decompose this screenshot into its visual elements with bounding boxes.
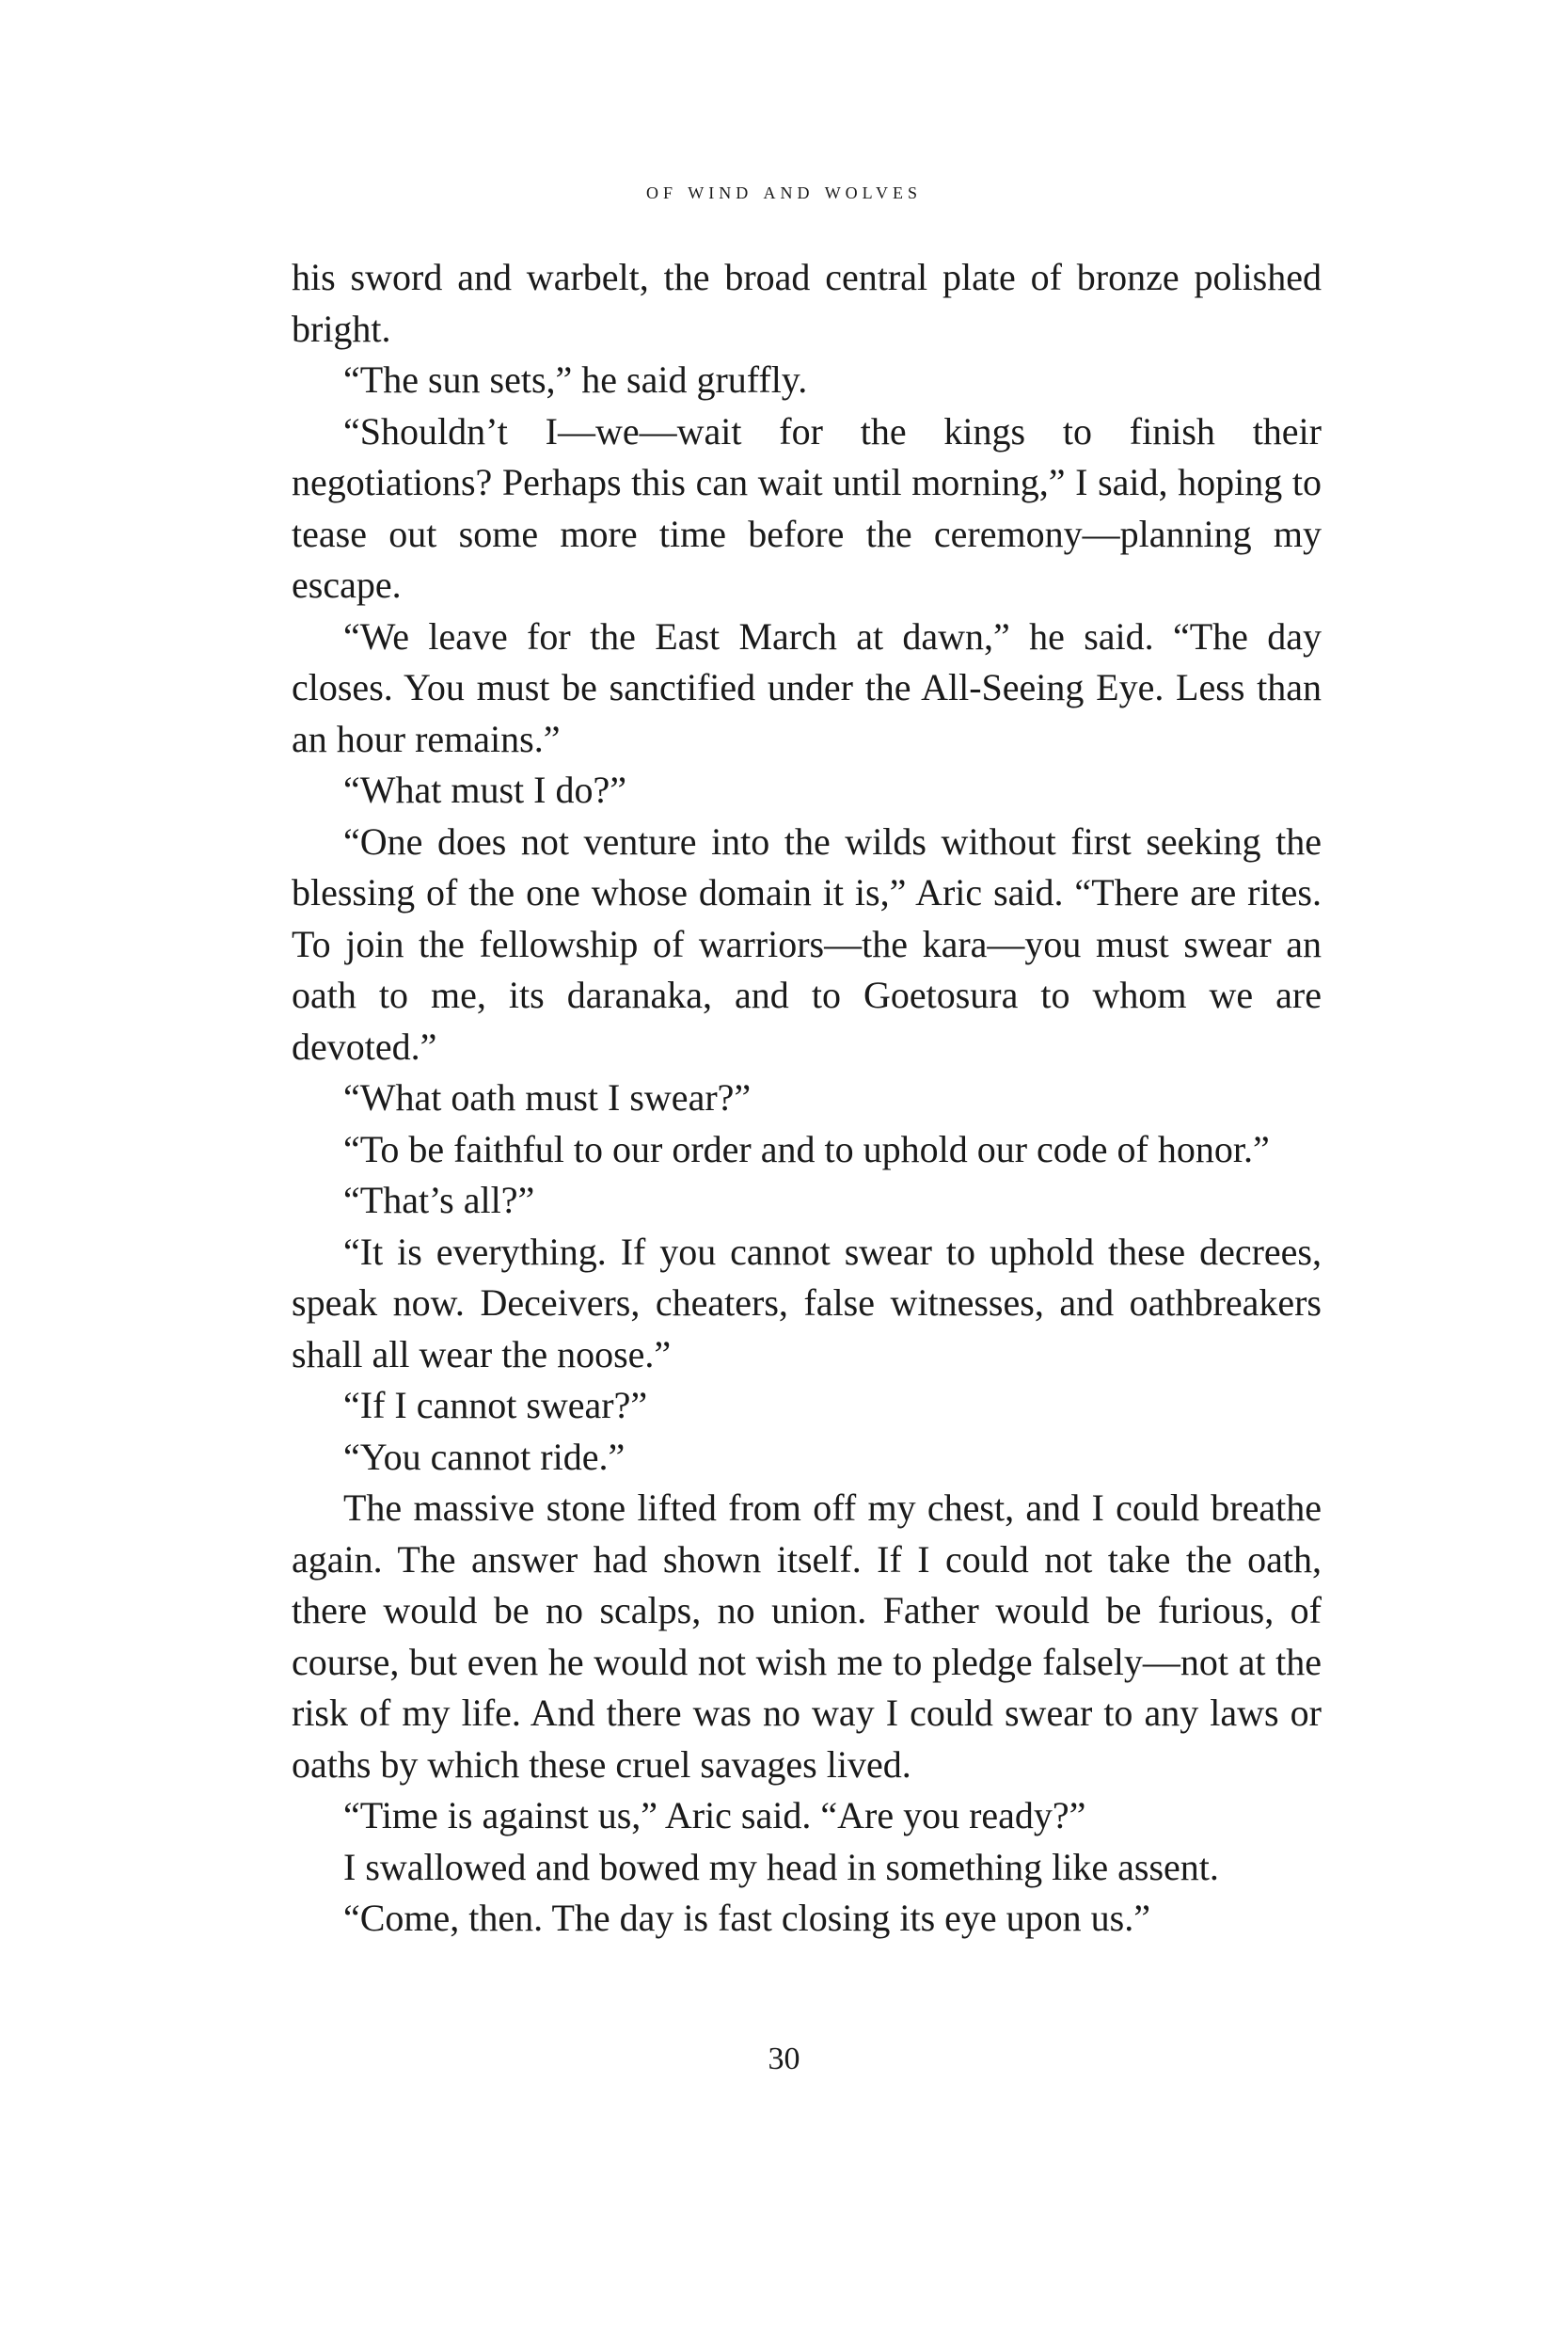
paragraph: his sword and warbelt, the broad central plate of bronze polished bright. (292, 256, 1322, 350)
paragraph: “The sun sets,” he said gruffly. (343, 358, 808, 401)
paragraph: “Time is against us,” Aric said. “Are you ready?” (343, 1794, 1086, 1836)
paragraph: “What oath must I swear?” (343, 1076, 752, 1119)
paragraph: “You cannot ride.” (343, 1435, 626, 1478)
paragraph: “What must I do?” (343, 769, 626, 811)
paragraph: “That’s all?” (343, 1179, 535, 1221)
paragraph: “Shouldn’t I—we—wait for the kings to finish their negotiations? Perhaps this can wait until morning,” I said, hoping to tease out some more time before the ceremony—planning my escape. (292, 409, 1322, 606)
paragraph: “One does not venture into the wilds without first seeking the blessing of the one whose domain it is,” Aric said. “There are rites. To join the fellowship of warriors—the kara—you must swear an oath to me, its daranaka, and to Goetosura to whom we are devoted.” (292, 819, 1322, 1068)
paragraph: I swallowed and bowed my head in something like assent. (343, 1845, 1219, 1888)
paragraph: “We leave for the East March at dawn,” he said. “The day closes. You must be sanctified under the All-Seeing Eye. Less than an hour remains.” (292, 614, 1322, 760)
body-text (292, 252, 1322, 1945)
paragraph: “Come, then. The day is fast closing its eye upon us.” (343, 1897, 1150, 1939)
running-head: of wind and wolves (645, 179, 923, 204)
paragraph: “To be faithful to our order and to uphold our code of honor.” (343, 1127, 1270, 1170)
page-number: 30 (768, 2042, 800, 2076)
paragraph: “If I cannot swear?” (343, 1384, 648, 1426)
paragraph: The massive stone lifted from off my chest, and I could breathe again. The answer had shown itself. If I could not take the oath, there would be no scalps, no union. Father would be furious, of course, but even he would not wish me to pledge falsely—not at the risk of my life. And there was no way I could swear to any laws or oaths by which these cruel savages lived. (292, 1486, 1322, 1786)
paragraph: “It is everything. If you cannot swear to uphold these decrees, speak now. Deceivers, cheaters, false witnesses, and oathbreakers shall all wear the noose.” (292, 1230, 1322, 1375)
